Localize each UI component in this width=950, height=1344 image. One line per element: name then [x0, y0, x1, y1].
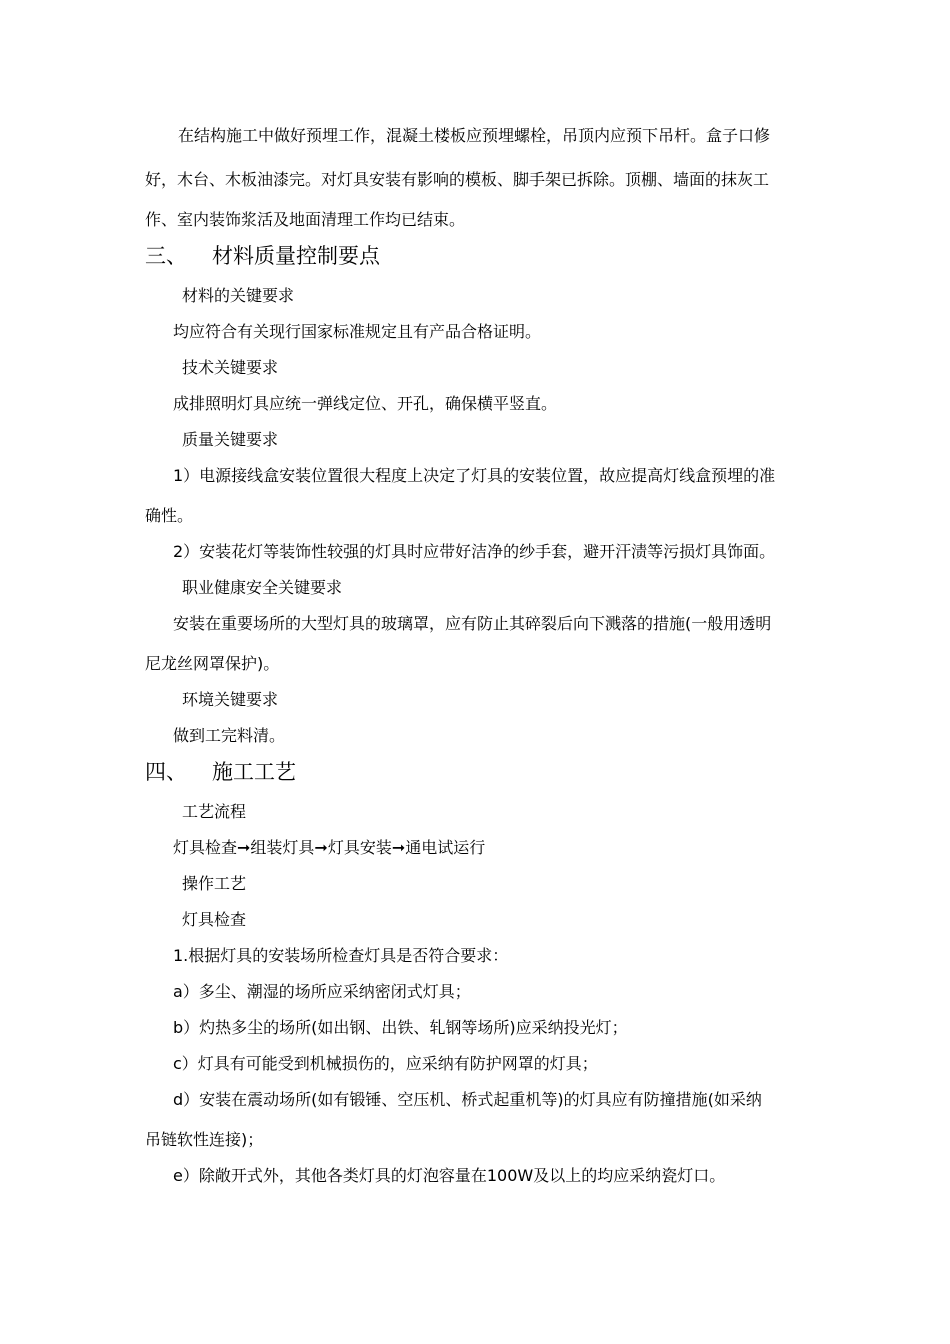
subheading: 质量关键要求: [182, 430, 279, 449]
section-heading: [145, 759, 296, 785]
section-heading: [145, 243, 380, 269]
list-item: e）除敞开式外，其他各类灯具的灯泡容量在100W及以上的均应采纳瓷灯口。: [173, 1166, 726, 1185]
subheading: 工艺流程: [182, 802, 247, 821]
paragraph-line: 成排照明灯具应统一弹线定位、开孔，确保横平竖直。: [173, 394, 558, 413]
subheading: 灯具检查: [182, 910, 247, 929]
section-title: 施工工艺: [212, 760, 296, 784]
paragraph-line: 2）安装花灯等装饰性较强的灯具时应带好洁净的纱手套，避开汗渍等污损灯具饰面。: [173, 542, 776, 561]
paragraph-line: 做到工完料清。: [173, 726, 286, 745]
list-item: 1.根据灯具的安装场所检查灯具是否符合要求：: [173, 946, 509, 965]
list-item: d）安装在震动场所(如有锻锤、空压机、桥式起重机等)的灯具应有防撞措施(如采纳: [173, 1090, 762, 1109]
paragraph-line: 尼龙丝网罩保护)。: [145, 654, 280, 673]
paragraph-line: 1）电源接线盒安装位置很大程度上决定了灯具的安装位置，故应提高灯线盒预埋的准: [173, 466, 776, 485]
list-item: c）灯具有可能受到机械损伤的，应采纳有防护网罩的灯具；: [173, 1054, 598, 1073]
list-item: 吊链软性连接)；: [145, 1130, 264, 1149]
paragraph-line: 安装在重要场所的大型灯具的玻璃罩，应有防止其碎裂后向下溅落的措施(一般用透明: [173, 614, 772, 633]
section-number: 三、: [145, 244, 187, 268]
subheading: 职业健康安全关键要求: [182, 578, 343, 597]
paragraph-line: 均应符合有关现行国家标准规定且有产品合格证明。: [173, 322, 542, 341]
subheading: 环境关键要求: [182, 690, 279, 709]
list-item: a）多尘、潮湿的场所应采纳密闭式灯具；: [173, 982, 471, 1001]
intro-line: 作、室内装饰浆活及地面清理工作均已结束。: [145, 210, 466, 229]
intro-line: 在结构施工中做好预埋工作，混凝土楼板应预埋螺栓，吊顶内应预下吊杆。盒子口修: [178, 126, 771, 145]
intro-line: 好，木台、木板油漆完。对灯具安装有影响的模板、脚手架已拆除。顶棚、墙面的抹灰工: [145, 170, 770, 189]
section-title: 材料质量控制要点: [212, 244, 380, 268]
paragraph-line: 灯具检查➞组装灯具➞灯具安装➞通电试运行: [173, 838, 486, 857]
list-item: b）灼热多尘的场所(如出钢、出铁、轧钢等场所)应采纳投光灯；: [173, 1018, 628, 1037]
subheading: 操作工艺: [182, 874, 247, 893]
subheading: 技术关键要求: [182, 358, 279, 377]
paragraph-line: 确性。: [145, 506, 194, 525]
section-number: 四、: [145, 760, 187, 784]
subheading: 材料的关键要求: [182, 286, 295, 305]
